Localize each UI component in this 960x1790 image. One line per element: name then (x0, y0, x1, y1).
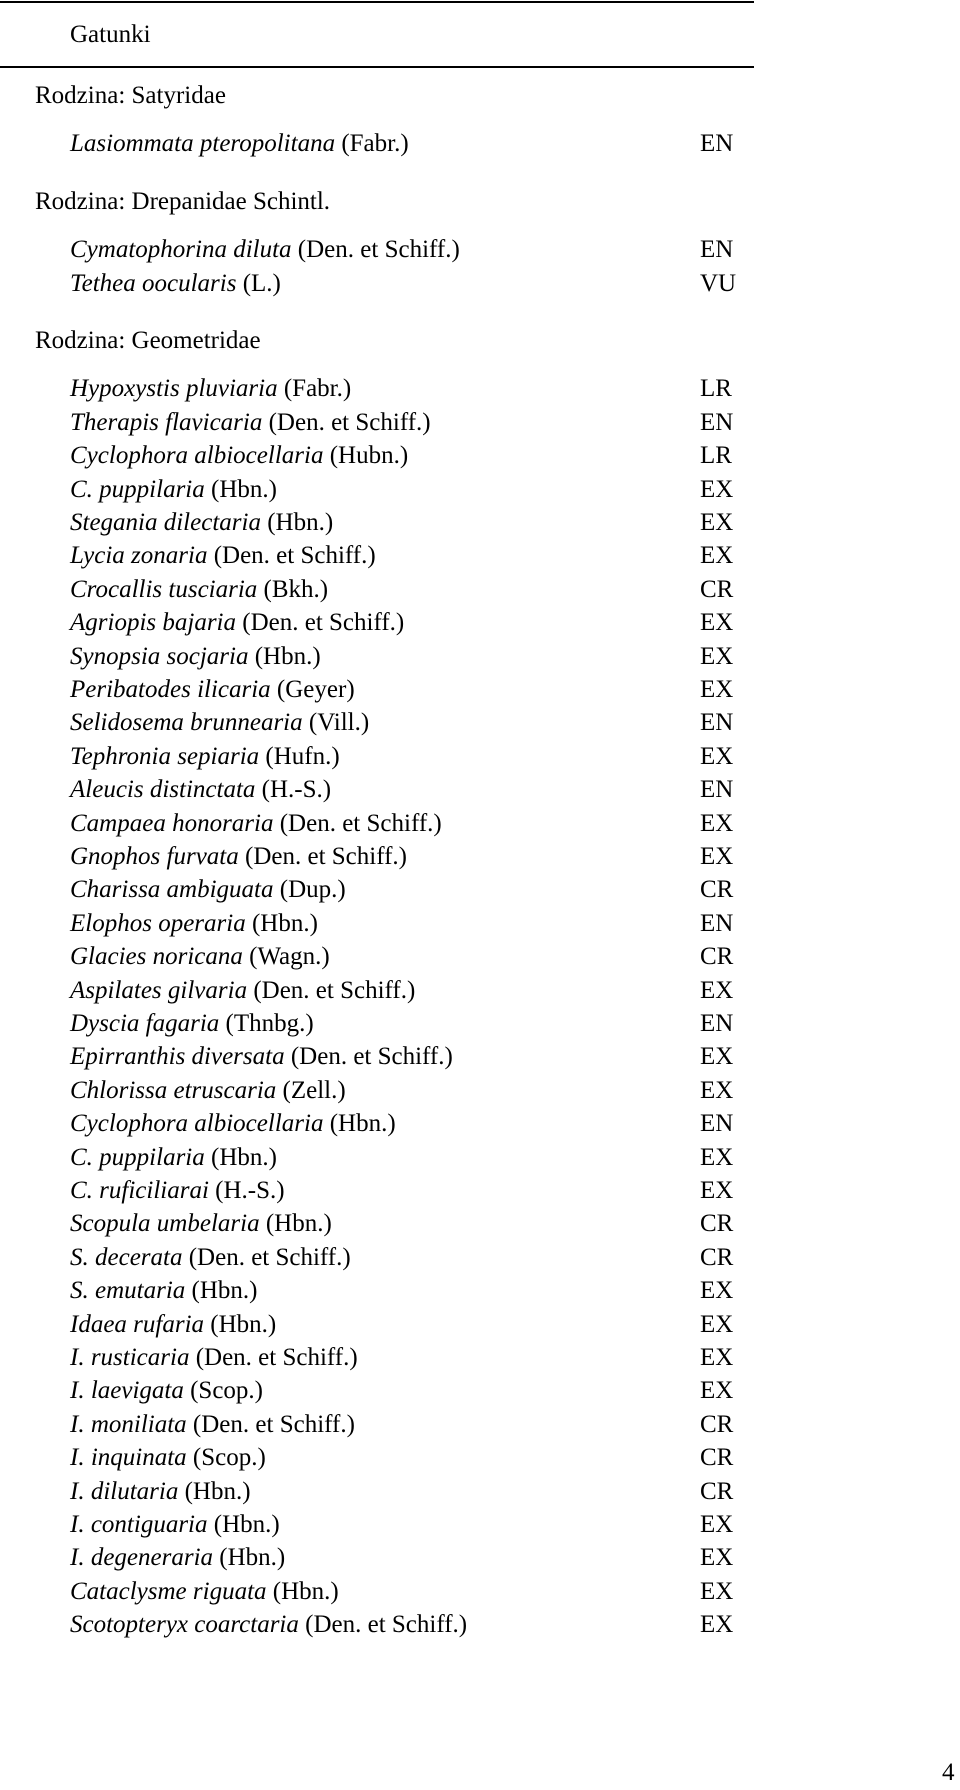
species-author: (Den. et Schiff.) (245, 843, 407, 870)
species-author: (Hbn.) (211, 476, 277, 503)
species-cell (70, 1175, 285, 1207)
species-row (0, 373, 960, 405)
species-row (0, 841, 960, 873)
status-category: EX (700, 1177, 734, 1204)
species-author: (Hbn.) (213, 1511, 280, 1538)
species-name: Therapis flavicaria (70, 409, 263, 436)
status-category: EX (700, 1611, 734, 1638)
species-cell (70, 1008, 314, 1040)
species-cell (70, 941, 330, 973)
species-author: (Hbn.) (329, 1110, 396, 1137)
species-cell (70, 268, 281, 300)
species-author: (Hbn.) (211, 1144, 277, 1171)
species-cell (70, 1576, 339, 1608)
species-cell (70, 1242, 351, 1274)
species-author: (Den. et Schiff.) (297, 236, 460, 263)
species-row (0, 808, 960, 840)
species-cell (70, 507, 333, 539)
species-name: C. puppilaria (70, 476, 205, 503)
status-category: EN (700, 1110, 734, 1137)
status-category: EX (700, 1144, 734, 1171)
status-category: CR (700, 876, 734, 903)
species-author: (Bkh.) (263, 576, 329, 603)
status-category: EX (700, 743, 734, 770)
species-author: (Hbn.) (191, 1277, 258, 1304)
species-cell (70, 1041, 453, 1073)
species-name: Elophos operaria (70, 910, 246, 937)
status-category: EX (700, 676, 734, 703)
species-cell (70, 607, 404, 639)
species-author: (Hbn.) (251, 910, 318, 937)
species-row (0, 1342, 960, 1374)
species-cell (70, 1609, 467, 1641)
species-name: Scopula umbelaria (70, 1210, 260, 1237)
species-name: C. puppilaria (70, 1144, 205, 1171)
species-author: (Den. et Schiff.) (279, 810, 442, 837)
species-row (0, 1509, 960, 1541)
status-category: EX (700, 542, 734, 569)
page-number: 4 (942, 1759, 955, 1786)
species-cell (70, 234, 460, 266)
species-name: S. decerata (70, 1244, 183, 1271)
species-name: I. contiguaria (70, 1511, 208, 1538)
status-category: CR (700, 1210, 734, 1237)
species-cell (70, 407, 431, 439)
species-name: Aleucis distinctata (70, 776, 256, 803)
species-cell (70, 1275, 258, 1307)
status-category: EX (700, 476, 734, 503)
species-row (0, 941, 960, 973)
species-author: (Hbn.) (267, 509, 334, 536)
species-cell (70, 540, 376, 572)
species-row (0, 641, 960, 673)
species-row (0, 975, 960, 1007)
status-category: EX (700, 1578, 734, 1605)
species-author: (H.-S.) (215, 1177, 285, 1204)
species-row (0, 1142, 960, 1174)
species-author: (Hbn.) (184, 1478, 251, 1505)
species-cell (70, 373, 351, 405)
species-cell (70, 1409, 355, 1441)
species-cell (70, 674, 355, 706)
status-category: EX (700, 1077, 734, 1104)
status-category: VU (700, 270, 737, 297)
status-category: LR (700, 375, 732, 402)
species-name: Tephronia sepiaria (70, 743, 260, 770)
status-category: EX (700, 1511, 734, 1538)
family-heading-row (0, 325, 960, 357)
species-name: Synopsia socjaria (70, 643, 249, 670)
status-category: CR (700, 1478, 734, 1505)
status-category: EX (700, 1377, 734, 1404)
species-name: Tethea oocularis (70, 270, 237, 297)
species-author: (Fabr.) (283, 375, 352, 402)
species-author: (Hbn.) (254, 643, 321, 670)
species-author: (Zell.) (282, 1077, 346, 1104)
species-author: (Dup.) (279, 876, 346, 903)
species-author: (Hufn.) (265, 743, 340, 770)
species-cell (70, 841, 407, 873)
species-row (0, 1175, 960, 1207)
species-cell (70, 1309, 276, 1341)
species-cell (70, 641, 321, 673)
species-name: Lasiommata pteropolitana (70, 130, 336, 157)
species-row (0, 1041, 960, 1073)
species-author: (Den. et Schiff.) (305, 1611, 468, 1638)
species-name: Selidosema brunnearia (70, 709, 303, 736)
status-category: CR (700, 1244, 734, 1271)
status-category: EN (700, 776, 734, 803)
status-category: EX (700, 643, 734, 670)
species-row (0, 128, 960, 160)
species-name: Epirranthis diversata (70, 1043, 285, 1070)
species-cell (70, 128, 409, 160)
species-row (0, 540, 960, 572)
species-row (0, 1375, 960, 1407)
species-author: (H.-S.) (261, 776, 332, 803)
status-category: CR (700, 1411, 734, 1438)
species-author: (Hubn.) (329, 442, 409, 469)
status-category: EN (700, 236, 734, 263)
species-author: (Hbn.) (272, 1578, 339, 1605)
species-author: (Vill.) (308, 709, 370, 736)
family-heading-row (0, 186, 960, 218)
species-row (0, 234, 960, 266)
species-name: Hypoxystis pluviaria (70, 375, 278, 402)
species-name: C. ruficiliarai (70, 1177, 209, 1204)
species-row (0, 1609, 960, 1641)
species-row (0, 268, 960, 300)
status-category: EX (700, 1344, 734, 1371)
status-category: CR (700, 576, 734, 603)
status-category: EX (700, 609, 734, 636)
status-category: CR (700, 1444, 734, 1471)
species-cell (70, 741, 340, 773)
status-category: EN (700, 130, 734, 157)
species-author: (Den. et Schiff.) (188, 1244, 351, 1271)
species-author: (Den. et Schiff.) (253, 977, 416, 1004)
species-name: Stegania dilectaria (70, 509, 261, 536)
column-header-species: Gatunki (70, 21, 151, 48)
family-heading: Rodzina: Geometridae (35, 327, 261, 354)
family-heading: Rodzina: Satyridae (35, 82, 226, 109)
species-row (0, 741, 960, 773)
species-cell (70, 440, 408, 472)
status-category: EX (700, 843, 734, 870)
species-row (0, 1208, 960, 1240)
species-cell (70, 1142, 277, 1174)
species-name: Dyscia fagaria (70, 1010, 220, 1037)
species-name: Cymatophorina diluta (70, 236, 292, 263)
species-cell (70, 707, 369, 739)
species-author: (Geyer) (276, 676, 355, 703)
family-heading: Rodzina: Drepanidae Schintl. (35, 188, 331, 215)
species-name: Lycia zonaria (70, 542, 208, 569)
species-row (0, 1108, 960, 1140)
species-name: Crocallis tusciaria (70, 576, 258, 603)
species-row (0, 674, 960, 706)
species-cell (70, 1375, 263, 1407)
species-row (0, 407, 960, 439)
species-author: (Den. et Schiff.) (213, 542, 376, 569)
species-cell (70, 1108, 396, 1140)
species-author: (Wagn.) (249, 943, 330, 970)
species-author: (Scop.) (190, 1377, 264, 1404)
species-name: I. inquinata (70, 1444, 187, 1471)
species-name: Scotopteryx coarctaria (70, 1611, 299, 1638)
species-row (0, 1275, 960, 1307)
status-category: EN (700, 709, 734, 736)
species-author: (Den. et Schiff.) (268, 409, 431, 436)
species-row (0, 1442, 960, 1474)
status-category: EX (700, 1043, 734, 1070)
species-cell (70, 1342, 358, 1374)
species-name: Gnophos furvata (70, 843, 239, 870)
species-name: I. rusticaria (70, 1344, 190, 1371)
species-cell (70, 908, 318, 940)
species-row (0, 607, 960, 639)
species-cell (70, 1208, 332, 1240)
species-row (0, 1309, 960, 1341)
species-name: Aspilates gilvaria (70, 977, 248, 1004)
status-category: EX (700, 1277, 734, 1304)
species-cell (70, 808, 442, 840)
status-category: EN (700, 409, 734, 436)
species-row (0, 774, 960, 806)
species-row (0, 440, 960, 472)
species-name: Agriopis bajaria (70, 609, 236, 636)
species-name: Cyclophora albiocellaria (70, 442, 324, 469)
status-category: EX (700, 1544, 734, 1571)
species-cell (70, 874, 346, 906)
species-row (0, 1075, 960, 1107)
status-category: EX (700, 977, 734, 1004)
species-name: Peribatodes ilicaria (70, 676, 271, 703)
species-cell (70, 774, 331, 806)
status-category: EN (700, 1010, 734, 1037)
status-category: EN (700, 910, 734, 937)
species-row (0, 507, 960, 539)
species-cell (70, 474, 277, 506)
species-name: I. laevigata (70, 1377, 184, 1404)
species-author: (Hbn.) (210, 1311, 277, 1338)
species-name: Chlorissa etruscaria (70, 1077, 277, 1104)
species-cell (70, 1476, 251, 1508)
family-heading-row (0, 80, 960, 112)
species-author: (L.) (242, 270, 281, 297)
species-row (0, 707, 960, 739)
species-author: (Den. et Schiff.) (192, 1411, 355, 1438)
status-category: CR (700, 943, 734, 970)
species-author: (Den. et Schiff.) (290, 1043, 453, 1070)
species-author: (Den. et Schiff.) (195, 1344, 358, 1371)
species-row (0, 1576, 960, 1608)
species-name: I. moniliata (70, 1411, 187, 1438)
species-cell (70, 574, 328, 606)
species-name: Idaea rufaria (70, 1311, 205, 1338)
status-category: EX (700, 1311, 734, 1338)
species-author: (Den. et Schiff.) (242, 609, 405, 636)
species-author: (Hbn.) (219, 1544, 286, 1571)
species-row (0, 908, 960, 940)
species-cell (70, 975, 415, 1007)
species-author: (Scop.) (192, 1444, 266, 1471)
species-cell (70, 1075, 346, 1107)
species-name: Charissa ambiguata (70, 876, 274, 903)
species-cell (70, 1509, 280, 1541)
species-row (0, 1409, 960, 1441)
species-name: I. degeneraria (70, 1544, 214, 1571)
species-cell (70, 1442, 266, 1474)
species-name: Campaea honoraria (70, 810, 274, 837)
species-author: (Hbn.) (265, 1210, 332, 1237)
status-category: EX (700, 810, 734, 837)
species-name: S. emutaria (70, 1277, 186, 1304)
species-name: Cyclophora albiocellaria (70, 1110, 324, 1137)
species-author: (Fabr.) (341, 130, 409, 157)
species-row (0, 874, 960, 906)
species-row (0, 574, 960, 606)
species-cell (70, 1542, 285, 1574)
species-row (0, 474, 960, 506)
species-row (0, 1008, 960, 1040)
species-row (0, 1542, 960, 1574)
species-row (0, 1242, 960, 1274)
status-category: LR (700, 442, 732, 469)
species-row (0, 1476, 960, 1508)
species-name: Glacies noricana (70, 943, 243, 970)
species-name: Cataclysme riguata (70, 1578, 267, 1605)
status-category: EX (700, 509, 734, 536)
species-name: I. dilutaria (70, 1478, 179, 1505)
species-author: (Thnbg.) (225, 1010, 314, 1037)
